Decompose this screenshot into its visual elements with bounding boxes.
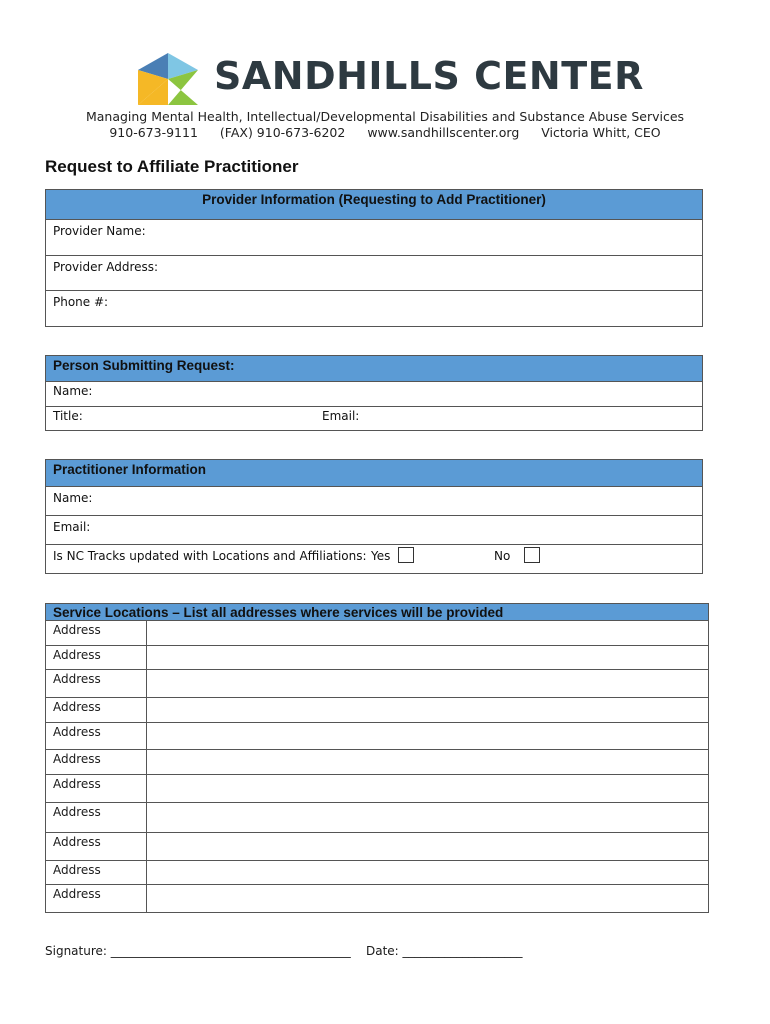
address-value[interactable]	[147, 698, 708, 722]
address-label: Address	[46, 750, 147, 774]
submitter-name-label: Name:	[53, 384, 93, 398]
ceo-name: Victoria Whitt, CEO	[541, 125, 661, 140]
practitioner-section-heading: Practitioner Information	[53, 462, 207, 477]
provider-section-header	[45, 189, 703, 220]
address-row[interactable]	[45, 698, 709, 723]
address-row[interactable]	[45, 750, 709, 775]
fax-number: (FAX) 910-673-6202	[219, 125, 346, 140]
submitter-title-email-row	[45, 407, 703, 431]
practitioner-email-field[interactable]	[45, 516, 703, 545]
provider-phone-label: Phone #:	[53, 295, 109, 309]
contact-line	[0, 125, 770, 140]
locations-section-heading: Service Locations – List all addresses where services will be provided	[53, 605, 504, 620]
practitioner-email-label: Email:	[53, 520, 91, 534]
address-label: Address	[46, 803, 147, 832]
org-name: SANDHILLS CENTER	[214, 54, 644, 98]
nctracks-yes-label: Yes	[371, 549, 391, 563]
nctracks-yes-checkbox[interactable]	[398, 547, 414, 563]
address-label: Address	[46, 775, 147, 802]
locations-table	[45, 621, 709, 913]
address-label: Address	[46, 621, 147, 645]
address-row[interactable]	[45, 861, 709, 885]
provider-address-field[interactable]	[45, 256, 703, 291]
signature-line[interactable]: Signature: ________________________________________	[45, 944, 351, 958]
submitter-section-heading: Person Submitting Request:	[53, 358, 235, 373]
address-row[interactable]	[45, 833, 709, 861]
nctracks-question: Is NC Tracks updated with Locations and Affiliations:	[53, 549, 367, 563]
provider-section-heading: Provider Information (Requesting to Add Practitioner)	[202, 192, 546, 207]
address-value[interactable]	[147, 670, 708, 697]
address-label: Address	[46, 723, 147, 749]
address-value[interactable]	[147, 803, 708, 832]
address-value[interactable]	[147, 621, 708, 645]
address-label: Address	[46, 646, 147, 669]
provider-name-label: Provider Name:	[53, 224, 146, 238]
practitioner-name-label: Name:	[53, 491, 93, 505]
address-value[interactable]	[147, 750, 708, 774]
address-value[interactable]	[147, 723, 708, 749]
provider-address-label: Provider Address:	[53, 260, 159, 274]
submitter-email-label: Email:	[322, 409, 360, 423]
practitioner-name-field[interactable]	[45, 487, 703, 516]
address-label: Address	[46, 833, 147, 860]
address-value[interactable]	[147, 646, 708, 669]
address-row[interactable]	[45, 803, 709, 833]
locations-section-header	[45, 603, 709, 621]
address-row[interactable]	[45, 885, 709, 913]
provider-name-field[interactable]	[45, 220, 703, 256]
date-line[interactable]: Date: ____________________	[366, 944, 523, 958]
address-row[interactable]	[45, 723, 709, 750]
nctracks-no-label: No	[494, 549, 511, 563]
submitter-name-field[interactable]	[45, 382, 703, 407]
address-value[interactable]	[147, 775, 708, 802]
address-row[interactable]	[45, 670, 709, 698]
nctracks-row	[45, 545, 703, 574]
provider-phone-field[interactable]	[45, 291, 703, 327]
org-tagline: Managing Mental Health, Intellectual/Developmental Disabilities and Substance Abuse Services	[85, 109, 685, 124]
address-value[interactable]	[147, 833, 708, 860]
address-row[interactable]	[45, 621, 709, 646]
phone-number: 910-673-9111	[109, 125, 198, 140]
address-label: Address	[46, 670, 147, 697]
practitioner-section-header	[45, 459, 703, 487]
address-label: Address	[46, 885, 147, 912]
address-row[interactable]	[45, 775, 709, 803]
address-label: Address	[46, 698, 147, 722]
sandhills-logo	[138, 53, 198, 105]
address-row[interactable]	[45, 646, 709, 670]
submitter-title-label: Title:	[53, 409, 83, 423]
submitter-section-header	[45, 355, 703, 382]
address-value[interactable]	[147, 861, 708, 884]
nctracks-no-checkbox[interactable]	[524, 547, 540, 563]
form-title: Request to Affiliate Practitioner	[45, 157, 299, 176]
address-label: Address	[46, 861, 147, 884]
address-value[interactable]	[147, 885, 708, 912]
website-link[interactable]: www.sandhillscenter.org	[367, 125, 520, 140]
